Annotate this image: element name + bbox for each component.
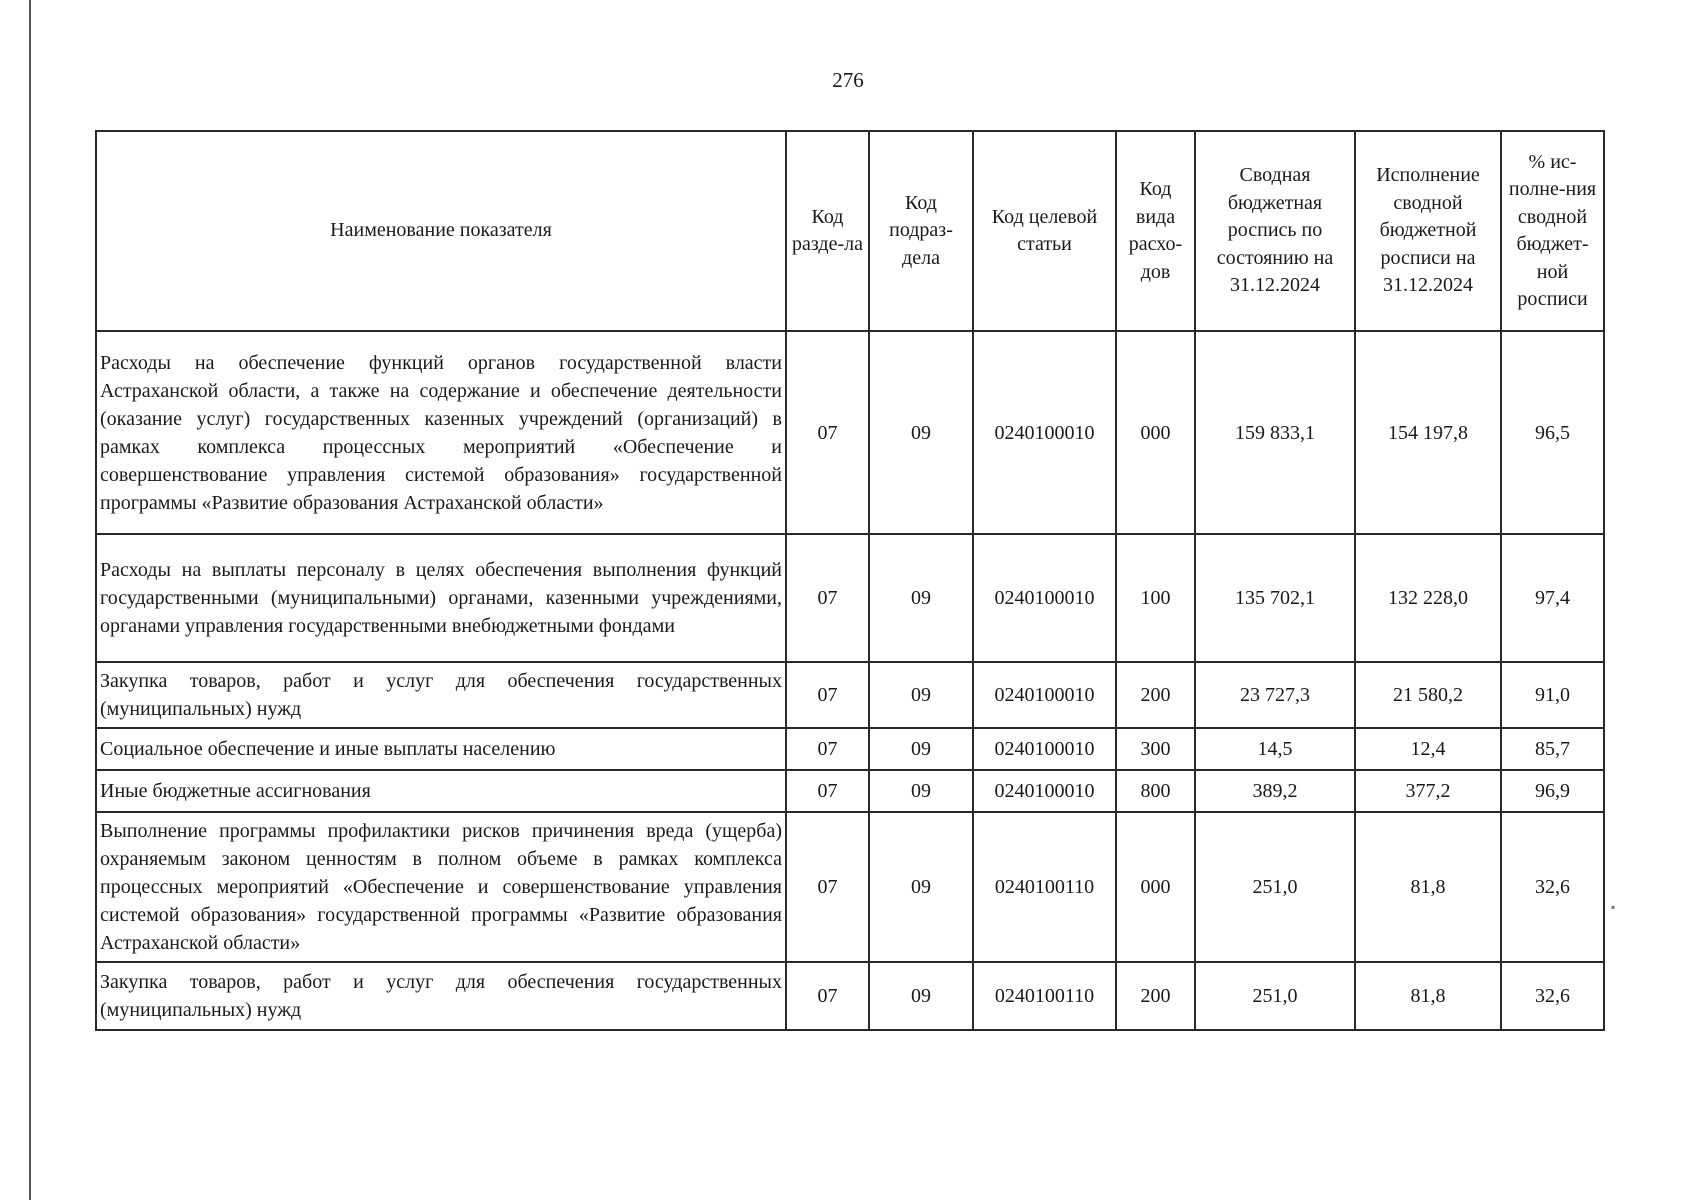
row-execution-percent: 32,6 xyxy=(1501,962,1604,1030)
row-target-code: 0240100010 xyxy=(973,331,1116,534)
row-budget-execution: 81,8 xyxy=(1355,812,1501,962)
row-expense-type-code: 100 xyxy=(1116,534,1195,662)
row-budget-plan: 23 727,3 xyxy=(1195,662,1355,728)
row-subsection-code: 09 xyxy=(869,770,973,812)
table-row xyxy=(96,812,1604,962)
row-expense-type-code: 800 xyxy=(1116,770,1195,812)
row-budget-plan: 251,0 xyxy=(1195,812,1355,962)
row-section-code: 07 xyxy=(786,728,869,770)
row-budget-execution: 81,8 xyxy=(1355,962,1501,1030)
row-subsection-code: 09 xyxy=(869,812,973,962)
row-execution-percent: 91,0 xyxy=(1501,662,1604,728)
table-header-row xyxy=(96,131,1604,331)
row-subsection-code: 09 xyxy=(869,662,973,728)
row-section-code: 07 xyxy=(786,331,869,534)
header-name: Наименование показателя xyxy=(96,131,786,331)
left-margin-rule xyxy=(29,0,31,1200)
table-row xyxy=(96,662,1604,728)
row-expense-type-code: 300 xyxy=(1116,728,1195,770)
row-target-code: 0240100110 xyxy=(973,812,1116,962)
header-execution-percent: % ис-полне-ния сводной бюджет-ной росписи xyxy=(1501,131,1604,331)
row-subsection-code: 09 xyxy=(869,534,973,662)
row-budget-plan: 159 833,1 xyxy=(1195,331,1355,534)
row-execution-percent: 85,7 xyxy=(1501,728,1604,770)
row-target-code: 0240100110 xyxy=(973,962,1116,1030)
row-target-code: 0240100010 xyxy=(973,728,1116,770)
row-section-code: 07 xyxy=(786,962,869,1030)
header-section-code: Код разде-ла xyxy=(786,131,869,331)
header-budget-execution: Исполнение сводной бюджетной росписи на 31.12.2024 xyxy=(1355,131,1501,331)
row-section-code: 07 xyxy=(786,770,869,812)
budget-execution-table xyxy=(95,130,1605,1031)
row-execution-percent: 96,5 xyxy=(1501,331,1604,534)
scan-speck: ▪ xyxy=(1611,900,1616,914)
row-section-code: 07 xyxy=(786,812,869,962)
row-budget-execution: 154 197,8 xyxy=(1355,331,1501,534)
row-execution-percent: 97,4 xyxy=(1501,534,1604,662)
row-target-code: 0240100010 xyxy=(973,770,1116,812)
table-row xyxy=(96,728,1604,770)
row-execution-percent: 96,9 xyxy=(1501,770,1604,812)
table-row xyxy=(96,962,1604,1030)
header-target-code: Код целевой статьи xyxy=(973,131,1116,331)
row-name: Иные бюджетные ассигнования xyxy=(96,770,786,812)
row-budget-plan: 389,2 xyxy=(1195,770,1355,812)
row-expense-type-code: 200 xyxy=(1116,662,1195,728)
row-subsection-code: 09 xyxy=(869,331,973,534)
header-budget-plan: Сводная бюджетная роспись по состоянию на 31.12.2024 xyxy=(1195,131,1355,331)
row-budget-execution: 132 228,0 xyxy=(1355,534,1501,662)
row-target-code: 0240100010 xyxy=(973,662,1116,728)
row-subsection-code: 09 xyxy=(869,728,973,770)
row-name: Расходы на выплаты персоналу в целях обеспечения выполнения функций государственными (муниципальными) органами, казенными учреждениями, органами управления государственными внебюджетными фондами xyxy=(96,534,786,662)
row-expense-type-code: 000 xyxy=(1116,331,1195,534)
header-subsection-code: Код подраз-дела xyxy=(869,131,973,331)
row-section-code: 07 xyxy=(786,662,869,728)
row-name: Социальное обеспечение и иные выплаты населению xyxy=(96,728,786,770)
table-row xyxy=(96,331,1604,534)
row-expense-type-code: 200 xyxy=(1116,962,1195,1030)
table-row xyxy=(96,534,1604,662)
page-number: 276 xyxy=(832,68,864,92)
row-target-code: 0240100010 xyxy=(973,534,1116,662)
row-name: Закупка товаров, работ и услуг для обеспечения государственных (муниципальных) нужд xyxy=(96,662,786,728)
row-execution-percent: 32,6 xyxy=(1501,812,1604,962)
row-subsection-code: 09 xyxy=(869,962,973,1030)
row-budget-plan: 251,0 xyxy=(1195,962,1355,1030)
header-expense-type-code: Код вида расхо-дов xyxy=(1116,131,1195,331)
row-budget-execution: 377,2 xyxy=(1355,770,1501,812)
row-budget-plan: 135 702,1 xyxy=(1195,534,1355,662)
row-name: Закупка товаров, работ и услуг для обеспечения государственных (муниципальных) нужд xyxy=(96,962,786,1030)
row-budget-execution: 21 580,2 xyxy=(1355,662,1501,728)
row-budget-plan: 14,5 xyxy=(1195,728,1355,770)
table-row xyxy=(96,770,1604,812)
row-expense-type-code: 000 xyxy=(1116,812,1195,962)
row-name: Выполнение программы профилактики рисков причинения вреда (ущерба) охраняемым законом ценностям в полном объеме в рамках комплекса процессных мероприятий «Обеспечение и совершенствование управления системой образования» государственной программы «Развитие образования Астраханской области» xyxy=(96,812,786,962)
row-budget-execution: 12,4 xyxy=(1355,728,1501,770)
row-section-code: 07 xyxy=(786,534,869,662)
row-name: Расходы на обеспечение функций органов государственной власти Астраханской области, а также на содержание и обеспечение деятельности (оказание услуг) государственных казенных учреждений (организаций) в рамках комплекса процессных мероприятий «Обеспечение и совершенствование управления системой образования» государственной программы «Развитие образования Астраханской области» xyxy=(96,331,786,534)
